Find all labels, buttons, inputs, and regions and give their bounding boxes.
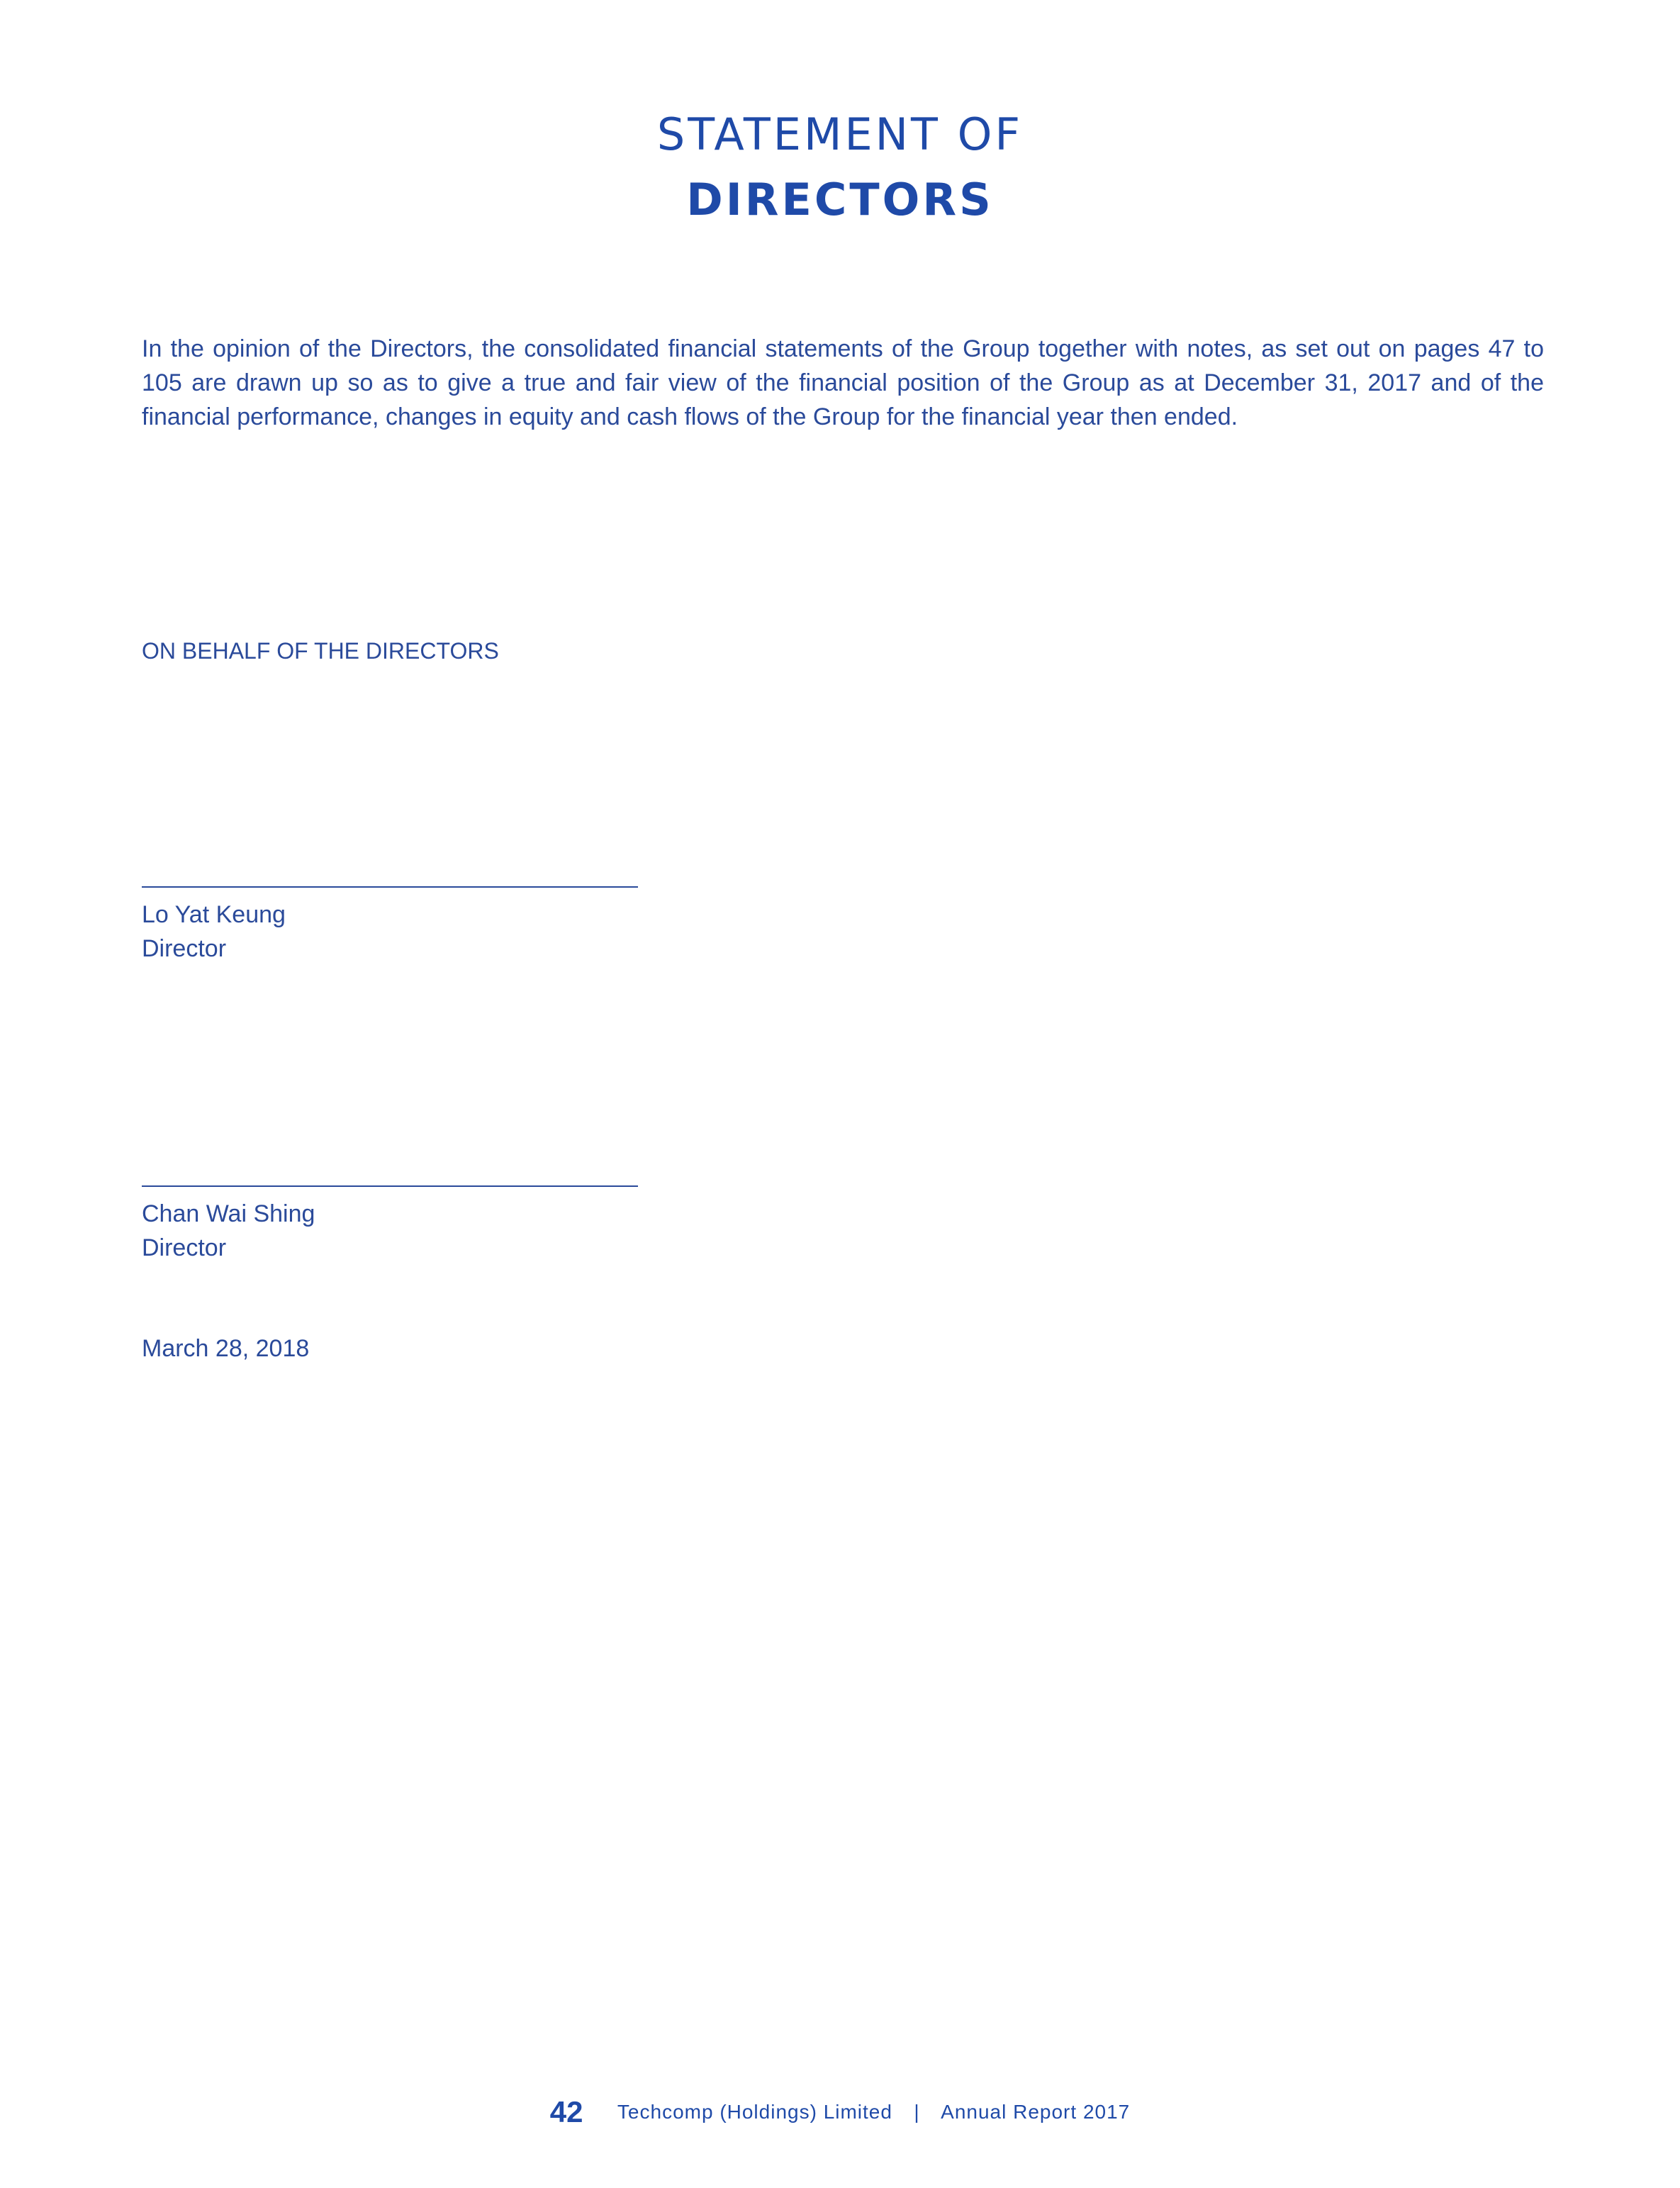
title-line-directors: DIRECTORS [686,174,994,225]
signatory-2-role: Director [142,1234,227,1261]
statement-date: March 28, 2018 [142,1335,310,1362]
signature-line-1 [142,886,638,888]
signature-line-2 [142,1185,638,1187]
footer-company: Techcomp (Holdings) Limited [617,2101,892,2123]
signatory-1-role: Director [142,935,227,962]
footer-separator: | [914,2101,919,2123]
footer-report: Annual Report 2017 [941,2101,1131,2123]
on-behalf-label: ON BEHALF OF THE DIRECTORS [142,638,499,664]
opinion-paragraph: In the opinion of the Directors, the consolidated financial statements of the Group together with notes, as set out on pages 47 to 105 are drawn up so as to give a true and fair view of the financial position of the Group as at December 31, 2017 and of the financial performance, changes in equity and cash flows of the Group for the financial year then ended. [142,335,1544,430]
title-line-statement-of: STATEMENT OF [656,108,1024,160]
page-number: 42 [549,2095,583,2128]
signatory-1-name: Lo Yat Keung [142,901,286,928]
signatory-2-name: Chan Wai Shing [142,1200,315,1227]
page-title [0,106,1680,228]
page-footer [0,2095,1680,2129]
